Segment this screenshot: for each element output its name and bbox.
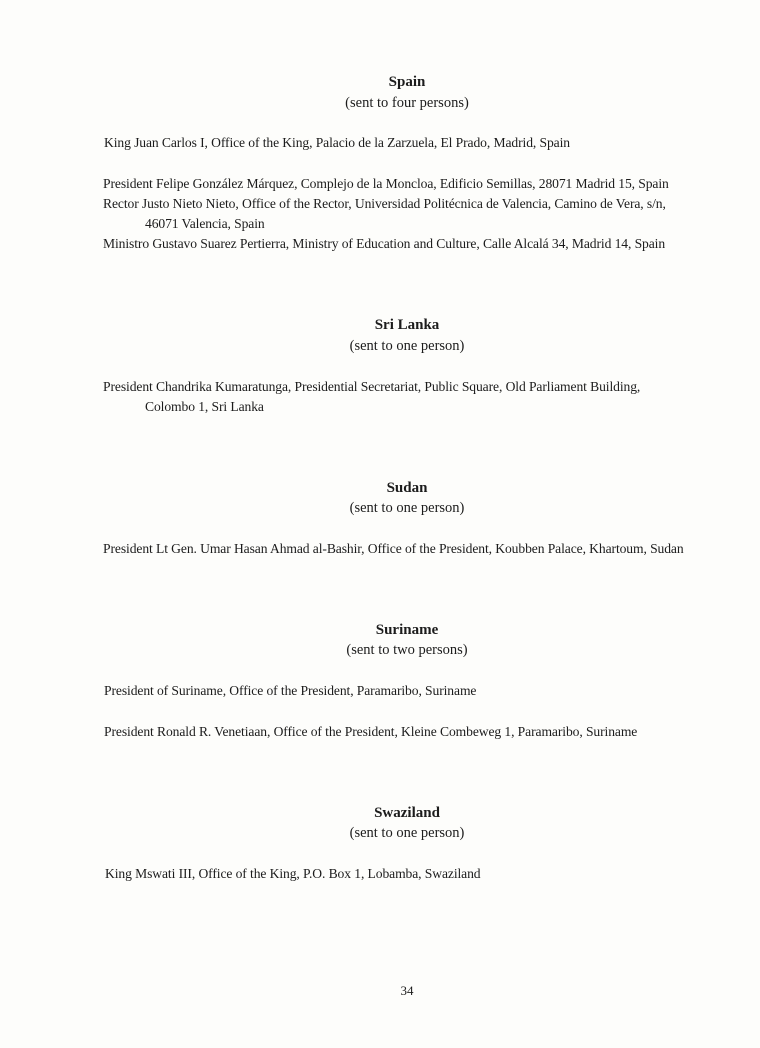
recipient-count-note: (sent to two persons)	[346, 642, 468, 658]
address-entry: King Juan Carlos I, Office of the King, Palacio de la Zarzuela, El Prado, Madrid, Spain	[104, 135, 570, 150]
address-entry: President of Suriname, Office of the President, Paramaribo, Suriname	[104, 683, 477, 698]
address-entry: King Mswati III, Office of the King, P.O. Box 1, Lobamba, Swaziland	[105, 866, 481, 881]
recipient-count-note: (sent to one person)	[349, 500, 465, 516]
recipient-count-note: (sent to one person)	[349, 338, 465, 354]
address-entry: President Lt Gen. Umar Hasan Ahmad al-Bashir, Office of the President, Koubben Palace, Khartoum, Sudan	[103, 541, 684, 556]
recipient-count-note: (sent to four persons)	[345, 95, 469, 111]
address-entry	[103, 194, 666, 234]
page-number: 34	[400, 983, 414, 998]
recipient-count-note: (sent to one person)	[349, 825, 465, 841]
country-heading: Sri Lanka	[374, 317, 440, 333]
address-line-continued: Colombo 1, Sri Lanka	[145, 399, 264, 414]
address-entry: Ministro Gustavo Suarez Pertierra, Ministry of Education and Culture, Calle Alcalá 34, Madrid 14, Spain	[103, 236, 666, 251]
address-entry	[103, 377, 640, 417]
country-heading: Spain	[388, 74, 426, 90]
address-entry: President Felipe González Márquez, Complejo de la Moncloa, Edificio Semillas, 28071 Madrid 15, Spain	[103, 176, 669, 191]
country-heading: Suriname	[375, 622, 439, 638]
country-heading: Sudan	[386, 480, 428, 496]
address-entry: President Ronald R. Venetiaan, Office of the President, Kleine Combeweg 1, Paramaribo, Suriname	[104, 724, 638, 739]
address-line-continued: 46071 Valencia, Spain	[145, 216, 265, 231]
address-line: Rector Justo Nieto Nieto, Office of the Rector, Universidad Politécnica de Valencia, Camino de Vera, s/n,	[103, 196, 666, 211]
country-heading: Swaziland	[374, 805, 440, 821]
address-line: President Chandrika Kumaratunga, Presidential Secretariat, Public Square, Old Parliament Building,	[103, 379, 641, 394]
